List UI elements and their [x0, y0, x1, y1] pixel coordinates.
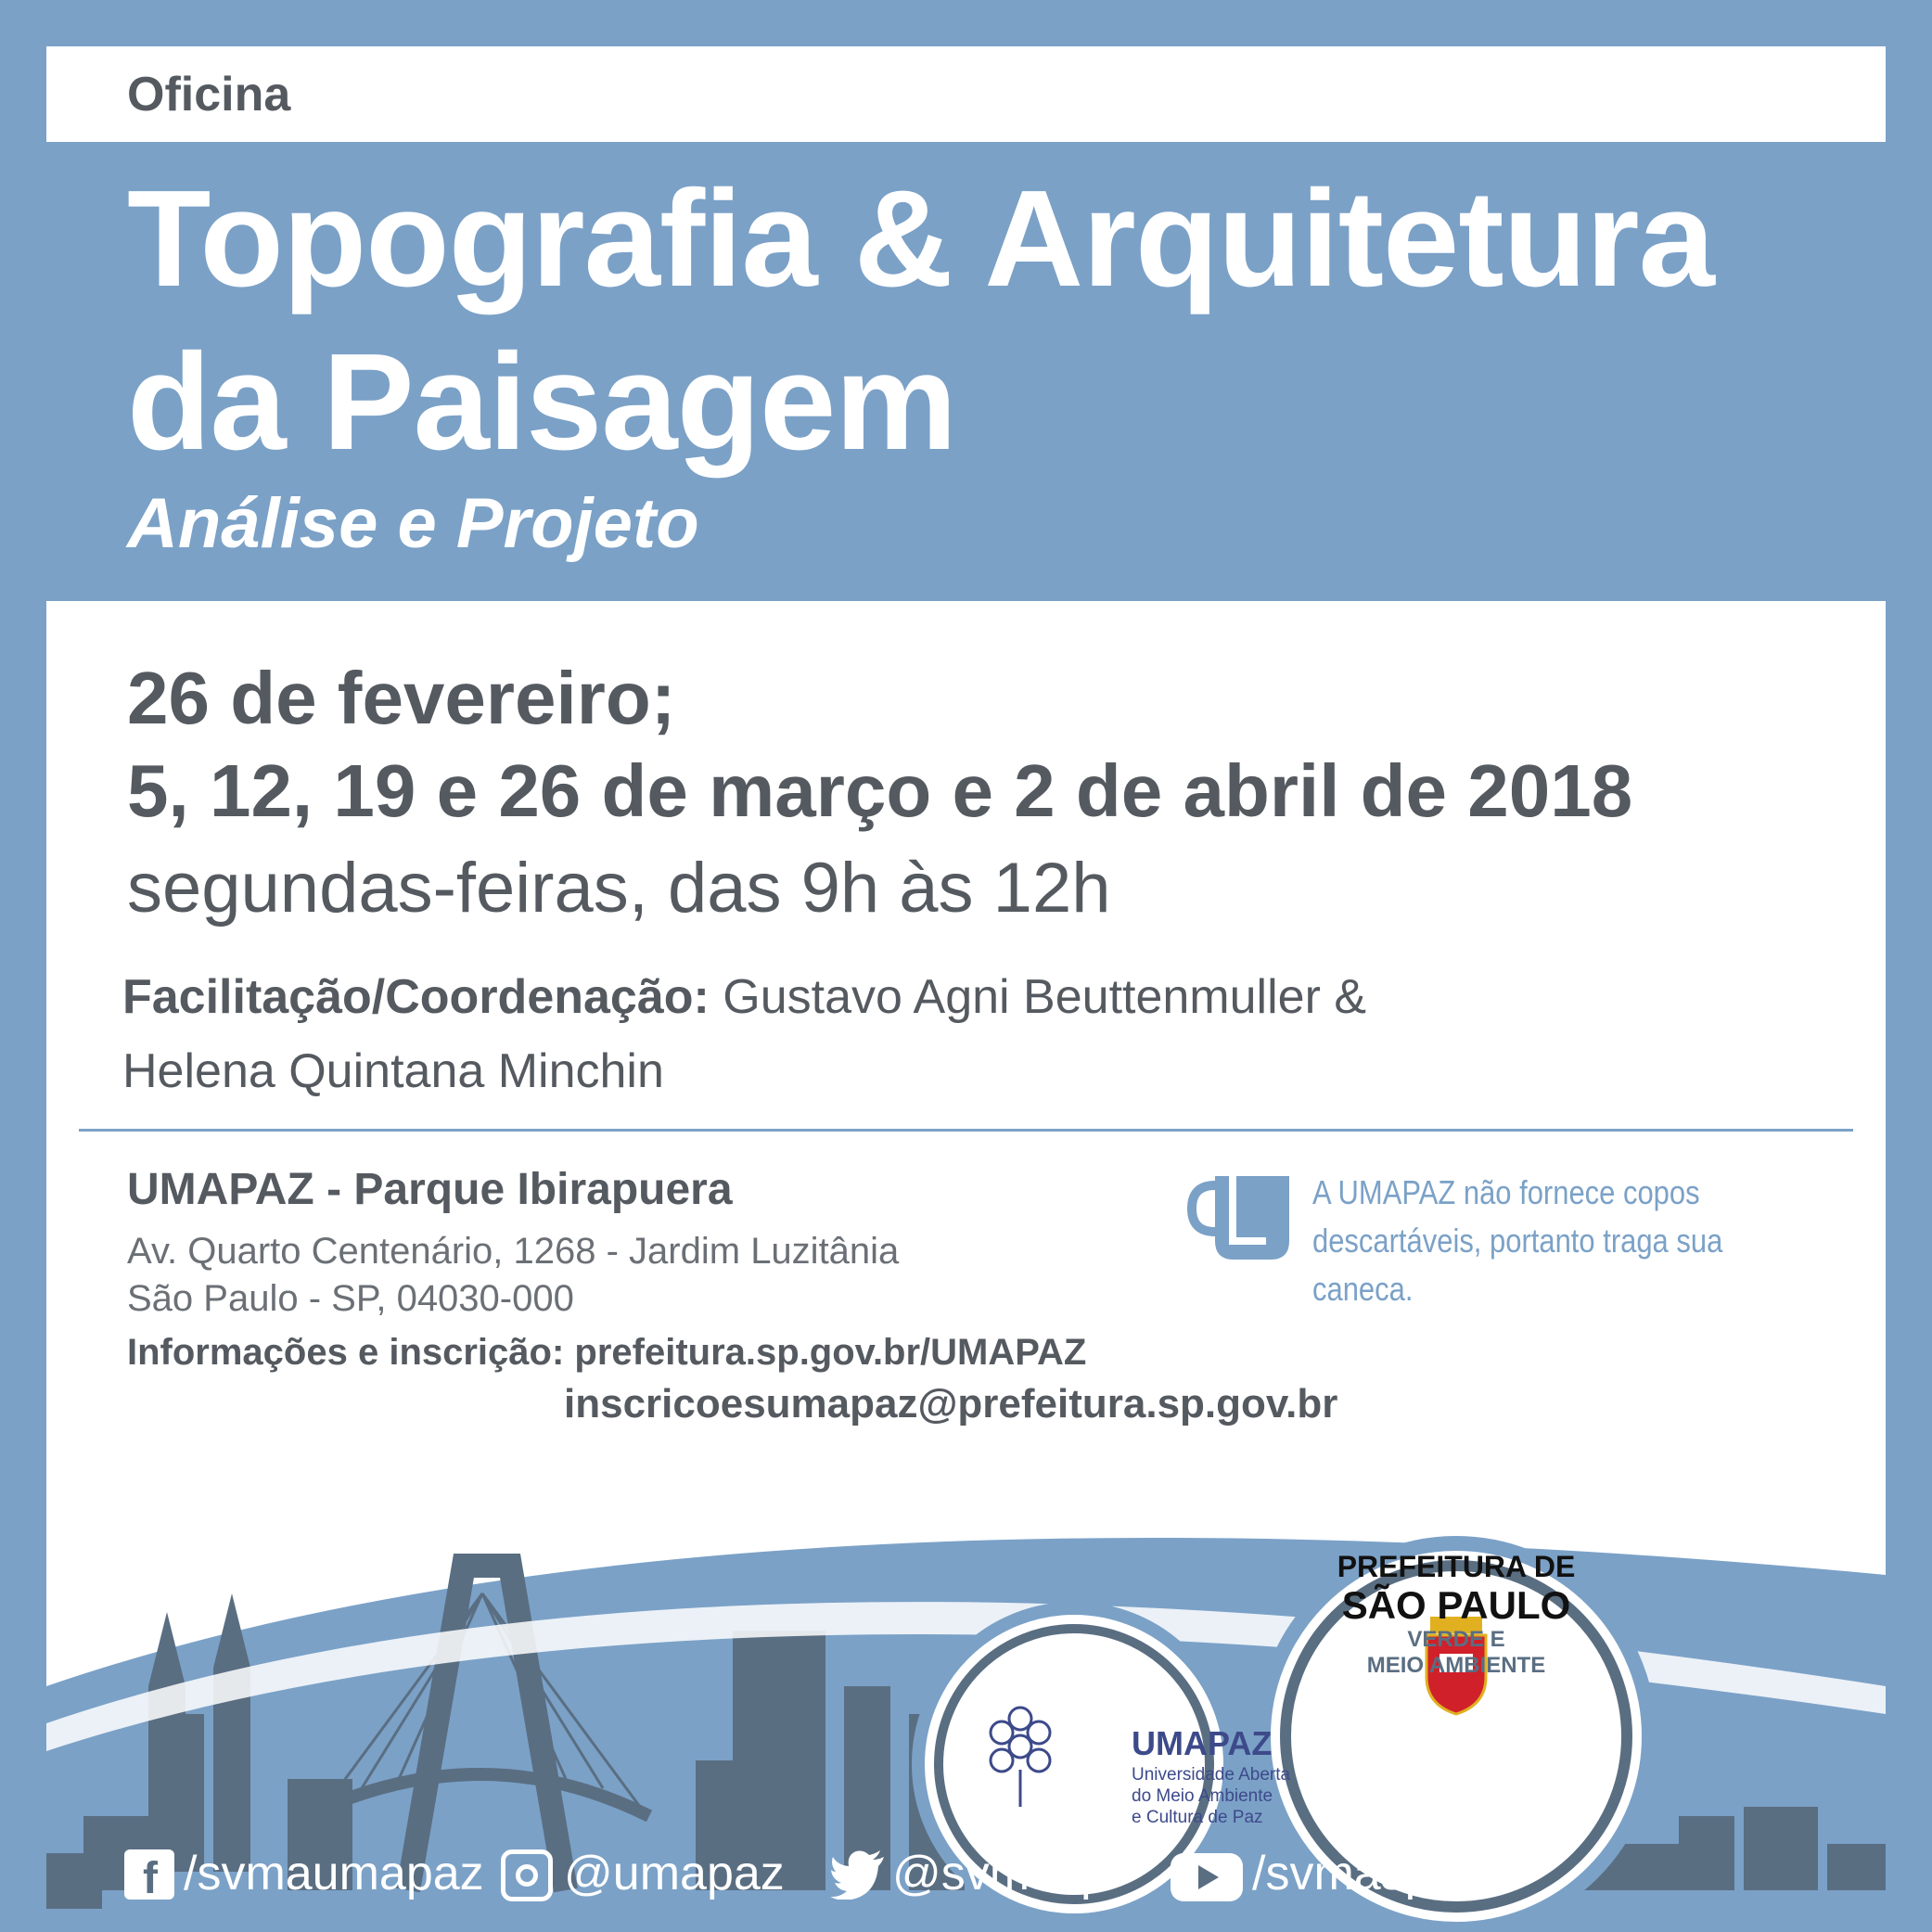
twitter-icon[interactable] — [830, 1849, 886, 1900]
title-line-2: da Paisagem — [127, 326, 956, 479]
youtube-handle[interactable]: /svmasp — [1252, 1847, 1432, 1900]
content-panel — [46, 601, 1886, 1929]
facilitation-names-2: Helena Quintana Minchin — [122, 1044, 664, 1098]
umapaz-sub-1: Universidade Aberta — [1132, 1765, 1291, 1785]
facilitation-line-1 — [122, 965, 1366, 1030]
prefeitura-line-2: SÃO PAULO — [1341, 1583, 1571, 1627]
umapaz-logo-subtitle — [1132, 1764, 1290, 1828]
prefeitura-line-3: VERDE E — [1407, 1627, 1505, 1652]
instagram-handle[interactable]: @umapaz — [564, 1847, 785, 1900]
social-bar — [46, 1823, 1886, 1929]
cup-icon — [1187, 1167, 1299, 1269]
schedule-text: segundas-feiras, das 9h às 12h — [127, 849, 1111, 928]
umapaz-sub-2: do Meio Ambiente — [1132, 1786, 1273, 1806]
facilitation-label: Facilitação/Coordenação: — [122, 970, 710, 1024]
prefeitura-line-4: MEIO AMBIENTE — [1366, 1653, 1546, 1678]
cup-note-line-1: A UMAPAZ não fornece copos — [1312, 1173, 1700, 1211]
title-line-1: Topografia & Arquitetura — [127, 162, 1714, 315]
date-line-2: 5, 12, 19 e 26 de março e 2 de abril de 2018 — [127, 749, 1633, 832]
kicker-label: Oficina — [127, 68, 291, 122]
umapaz-logo-title: UMAPAZ — [1132, 1724, 1273, 1762]
youtube-icon[interactable] — [1171, 1853, 1243, 1901]
umapaz-sub-3: e Cultura de Paz — [1132, 1808, 1263, 1827]
address-line-2: São Paulo - SP, 04030-000 — [127, 1278, 574, 1319]
address-line-1: Av. Quarto Centenário, 1268 - Jardim Luzitânia — [127, 1231, 900, 1272]
facebook-icon[interactable]: f — [124, 1849, 174, 1900]
facebook-handle[interactable]: /svmaumapaz — [184, 1847, 484, 1900]
prefeitura-line-1: PREFEITURA DE — [1337, 1550, 1576, 1583]
cup-note-line-2: descartáveis, portanto traga sua caneca. — [1312, 1222, 1723, 1308]
date-line-1: 26 de fevereiro; — [127, 657, 676, 739]
instagram-icon[interactable] — [501, 1849, 553, 1901]
event-subtitle: Análise e Projeto — [127, 484, 699, 563]
info-link[interactable]: Informações e inscrição: prefeitura.sp.gov.br/UMAPAZ — [127, 1332, 1087, 1373]
event-title — [127, 158, 1889, 484]
prefeitura-logo-text — [1317, 1549, 1595, 1679]
venue-name: UMAPAZ - Parque Ibirapuera — [127, 1165, 733, 1214]
twitter-handle[interactable]: @svmasp — [892, 1847, 1107, 1900]
cup-note — [1312, 1169, 1805, 1313]
header-band — [46, 46, 1886, 142]
facilitation-names-1: Gustavo Agni Beuttenmuller & — [723, 970, 1367, 1024]
divider — [79, 1129, 1853, 1132]
email-link[interactable]: inscricoesumapaz@prefeitura.sp.gov.br — [564, 1381, 1338, 1427]
